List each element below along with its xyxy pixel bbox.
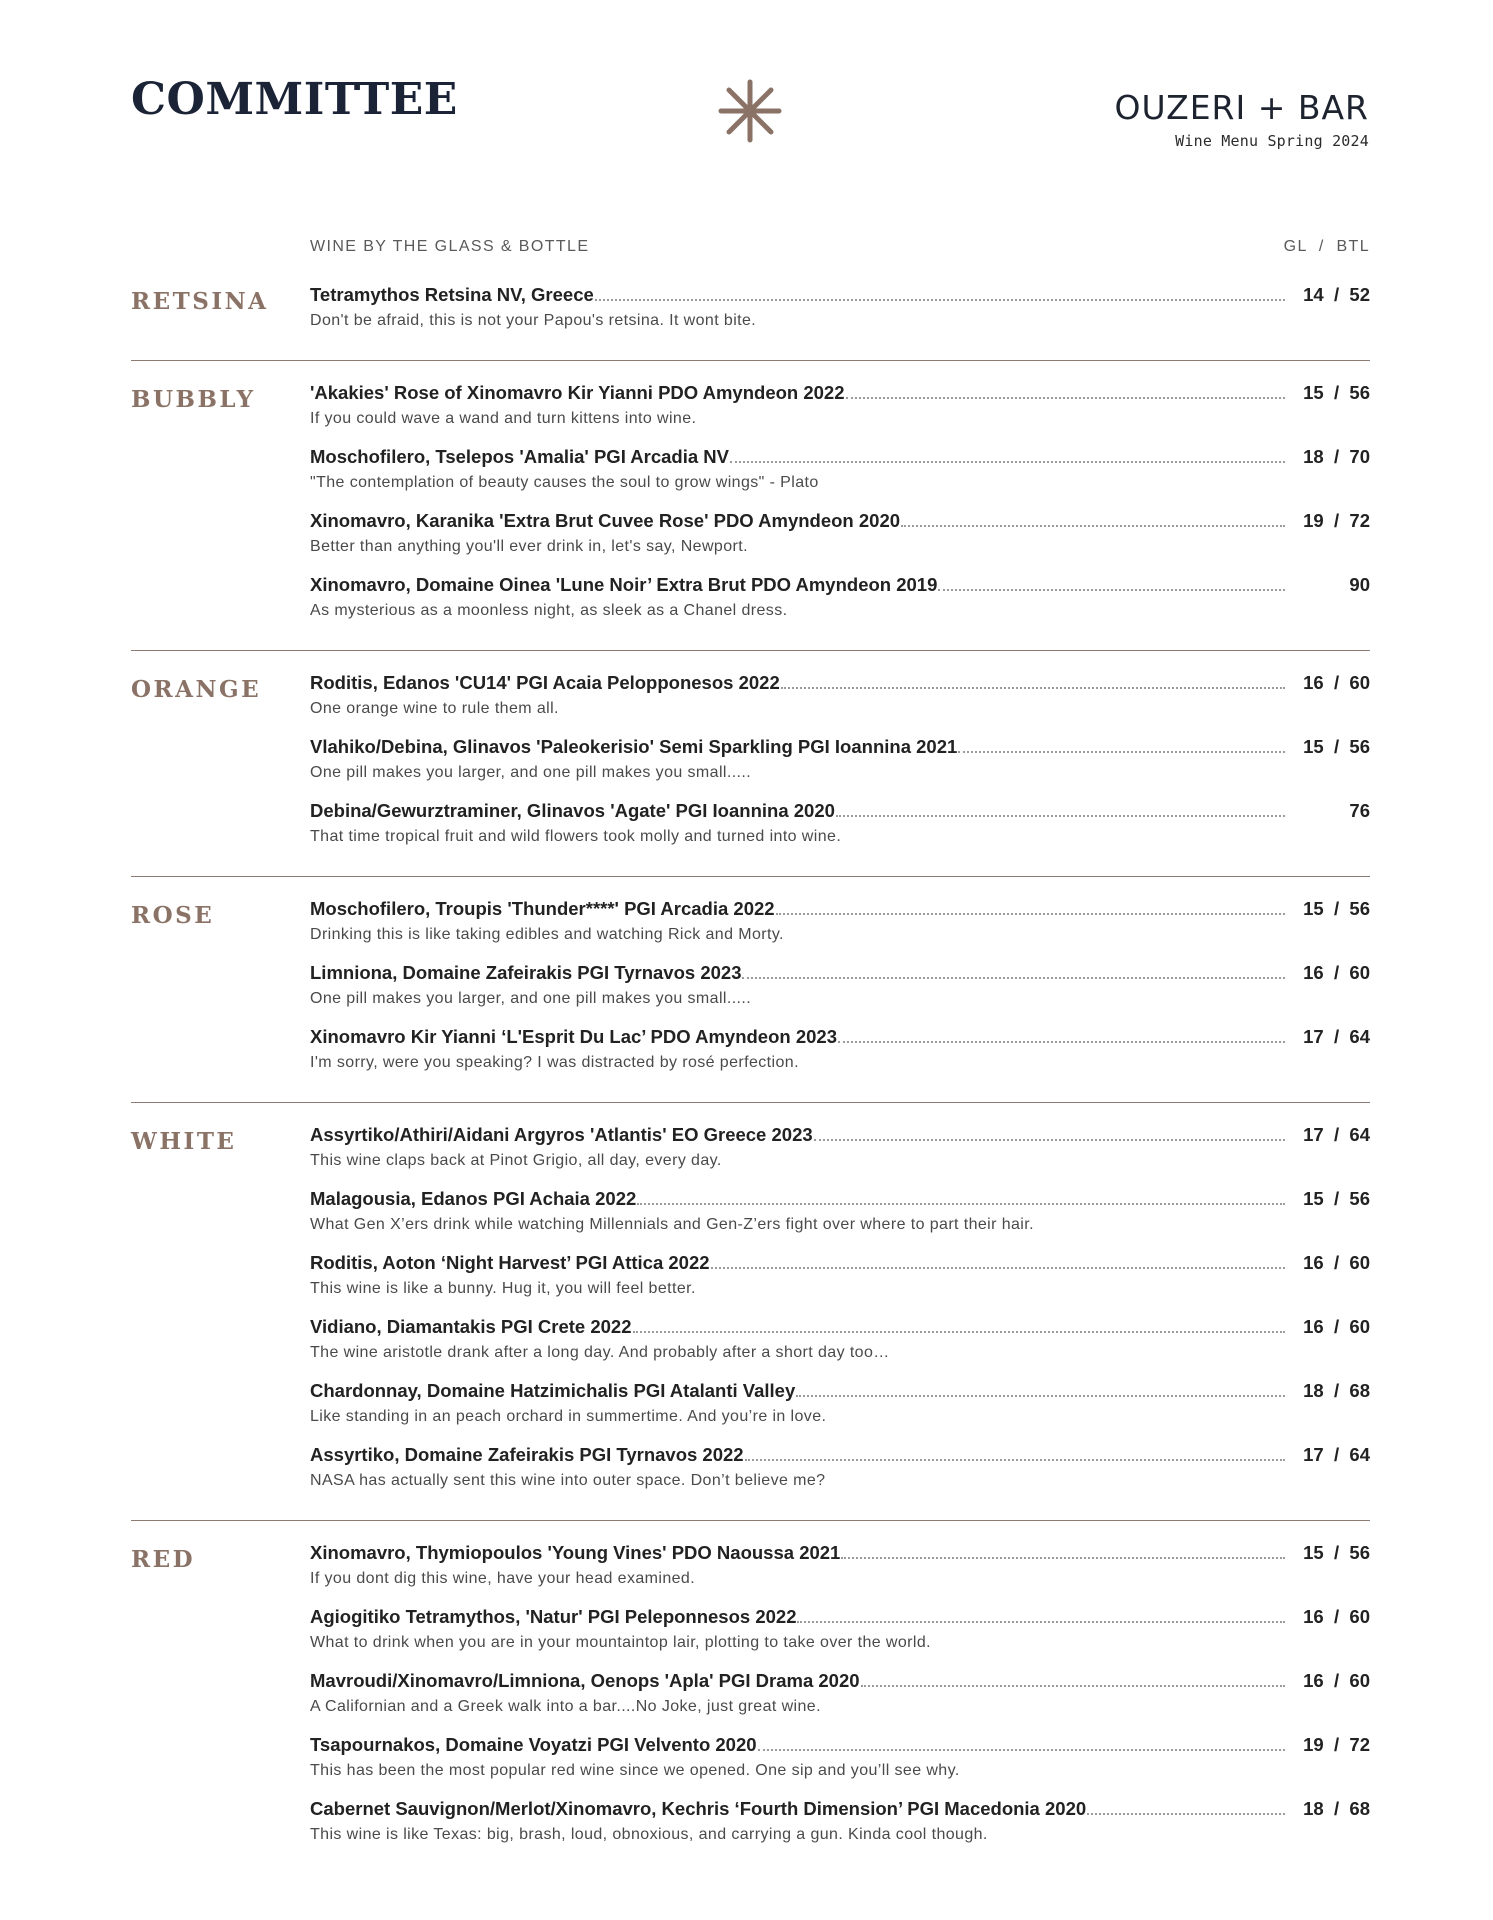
wine-name: Tetramythos Retsina NV, Greece xyxy=(310,284,594,305)
wine-item xyxy=(310,1188,1370,1234)
wine-item-line xyxy=(310,1380,1370,1402)
logo: COMMITTEE xyxy=(131,74,458,125)
wine-price: 17 / 64 xyxy=(1303,1026,1370,1047)
wine-price: 16 / 60 xyxy=(1303,1606,1370,1627)
wine-item-line xyxy=(310,672,1370,694)
wine-description: I'm sorry, were you speaking? I was distracted by rosé perfection. xyxy=(310,1054,799,1071)
asterisk-icon xyxy=(718,79,782,143)
wine-description: What to drink when you are in your mountaintop lair, plotting to take over the world. xyxy=(310,1634,931,1651)
wine-item xyxy=(310,1542,1370,1588)
wine-name: Assyrtiko, Domaine Zafeirakis PGI Tyrnavos 2022 xyxy=(310,1444,744,1465)
wine-item-line xyxy=(310,1444,1370,1466)
wine-item xyxy=(310,1798,1370,1844)
dot-leader xyxy=(742,977,1285,979)
wine-item xyxy=(310,1734,1370,1780)
wine-item xyxy=(310,962,1370,1008)
wine-item xyxy=(310,672,1370,718)
wine-price: 16 / 60 xyxy=(1303,1316,1370,1337)
section-items xyxy=(310,1124,1370,1508)
wine-description: Better than anything you'll ever drink in, let's say, Newport. xyxy=(310,538,748,555)
header-right xyxy=(1115,90,1369,150)
dot-leader xyxy=(745,1459,1285,1461)
section-items xyxy=(310,898,1370,1090)
wine-section-white xyxy=(131,1102,1370,1520)
wine-item xyxy=(310,510,1370,556)
wine-price: 90 xyxy=(1349,574,1370,595)
wine-item-line xyxy=(310,898,1370,920)
dot-leader xyxy=(781,687,1285,689)
wine-sections xyxy=(131,280,1370,1874)
wine-price: 16 / 60 xyxy=(1303,672,1370,693)
wine-item xyxy=(310,1316,1370,1362)
wine-item-line xyxy=(310,962,1370,984)
wine-item-line xyxy=(310,446,1370,468)
wine-item-line xyxy=(310,382,1370,404)
wine-description: Don't be afraid, this is not your Papou's retsina. It wont bite. xyxy=(310,312,757,329)
wine-price: 17 / 64 xyxy=(1303,1444,1370,1465)
wine-name: Chardonnay, Domaine Hatzimichalis PGI Atalanti Valley xyxy=(310,1380,796,1401)
wine-item-line xyxy=(310,800,1370,822)
wine-name: Xinomavro, Karanika 'Extra Brut Cuvee Rose' PDO Amyndeon 2020 xyxy=(310,510,901,531)
wine-item-line xyxy=(310,1798,1370,1820)
wine-item-line xyxy=(310,1124,1370,1146)
wine-name: Moschofilero, Troupis 'Thunder****' PGI Arcadia 2022 xyxy=(310,898,775,919)
wine-item xyxy=(310,382,1370,428)
wine-name: Mavroudi/Xinomavro/Limniona, Oenops 'Apla' PGI Drama 2020 xyxy=(310,1670,860,1691)
wine-price: 15 / 56 xyxy=(1303,898,1370,919)
dot-leader xyxy=(958,751,1285,753)
wine-description: This has been the most popular red wine since we opened. One sip and you’ll see why. xyxy=(310,1762,960,1779)
wine-item-line xyxy=(310,1670,1370,1692)
dot-leader xyxy=(730,461,1285,463)
wine-item xyxy=(310,800,1370,846)
wine-description: NASA has actually sent this wine into outer space. Don’t believe me? xyxy=(310,1472,826,1489)
wine-description: As mysterious as a moonless night, as sleek as a Chanel dress. xyxy=(310,602,788,619)
wine-name: Assyrtiko/Athiri/Aidani Argyros 'Atlantis' EO Greece 2023 xyxy=(310,1124,813,1145)
wine-description: Drinking this is like taking edibles and watching Rick and Morty. xyxy=(310,926,784,943)
wine-section-rose xyxy=(131,876,1370,1102)
wine-price: 17 / 64 xyxy=(1303,1124,1370,1145)
wine-item xyxy=(310,1026,1370,1072)
wine-item xyxy=(310,1670,1370,1716)
wine-name: Debina/Gewurztraminer, Glinavos 'Agate' PGI Ioannina 2020 xyxy=(310,800,835,821)
wine-price: 15 / 56 xyxy=(1303,1188,1370,1209)
wine-name: Xinomavro, Domaine Oinea 'Lune Noir’ Extra Brut PDO Amyndeon 2019 xyxy=(310,574,938,595)
wine-item xyxy=(310,898,1370,944)
wine-name: Xinomavro, Thymiopoulos 'Young Vines' PDO Naoussa 2021 xyxy=(310,1542,841,1563)
wine-price: 15 / 56 xyxy=(1303,1542,1370,1563)
section-items xyxy=(310,284,1370,348)
wine-name: Roditis, Edanos 'CU14' PGI Acaia Pelopponesos 2022 xyxy=(310,672,780,693)
column-header-left: WINE BY THE GLASS & BOTTLE xyxy=(310,238,590,255)
wine-description: This wine claps back at Pinot Grigio, all day, every day. xyxy=(310,1152,722,1169)
wine-section-orange xyxy=(131,650,1370,876)
section-label: WHITE xyxy=(131,1128,237,1155)
wine-item xyxy=(310,574,1370,620)
wine-section-retsina xyxy=(131,280,1370,360)
venue-name: OUZERI + BAR xyxy=(1114,88,1369,127)
dot-leader xyxy=(633,1331,1286,1333)
dot-leader xyxy=(595,299,1285,301)
wine-price: 18 / 70 xyxy=(1303,446,1370,467)
wine-price: 16 / 60 xyxy=(1303,962,1370,983)
wine-name: Moschofilero, Tselepos 'Amalia' PGI Arcadia NV xyxy=(310,446,729,467)
wine-name: Vidiano, Diamantakis PGI Crete 2022 xyxy=(310,1316,632,1337)
wine-price: 19 / 72 xyxy=(1303,510,1370,531)
wine-name: Xinomavro Kir Yianni ‘L'Esprit Du Lac’ PDO Amyndeon 2023 xyxy=(310,1026,837,1047)
wine-description: One pill makes you larger, and one pill makes you small..... xyxy=(310,764,752,781)
wine-description: A Californian and a Greek walk into a bar....No Joke, just great wine. xyxy=(310,1698,821,1715)
section-items xyxy=(310,672,1370,864)
wine-item-line xyxy=(310,1542,1370,1564)
wine-name: Tsapournakos, Domaine Voyatzi PGI Velvento 2020 xyxy=(310,1734,757,1755)
wine-name: Cabernet Sauvignon/Merlot/Xinomavro, Kechris ‘Fourth Dimension’ PGI Macedonia 2020 xyxy=(310,1798,1087,1819)
dot-leader xyxy=(838,1041,1285,1043)
wine-price: 16 / 60 xyxy=(1303,1670,1370,1691)
wine-description: This wine is like Texas: big, brash, loud, obnoxious, and carrying a gun. Kinda cool though. xyxy=(310,1826,988,1843)
dot-leader xyxy=(814,1139,1285,1141)
wine-description: The wine aristotle drank after a long day. And probably after a short day too… xyxy=(310,1344,890,1361)
dot-leader xyxy=(846,397,1285,399)
wine-item xyxy=(310,1124,1370,1170)
wine-item xyxy=(310,446,1370,492)
dot-leader xyxy=(796,1395,1285,1397)
column-header-right: GL / BTL xyxy=(1283,238,1370,255)
wine-description: One orange wine to rule them all. xyxy=(310,700,559,717)
wine-price: 19 / 72 xyxy=(1303,1734,1370,1755)
wine-description: Like standing in an peach orchard in summertime. And you’re in love. xyxy=(310,1408,827,1425)
column-header xyxy=(310,238,1370,256)
wine-name: Limniona, Domaine Zafeirakis PGI Tyrnavos 2023 xyxy=(310,962,742,983)
wine-price: 14 / 52 xyxy=(1303,284,1370,305)
wine-item-line xyxy=(310,1252,1370,1274)
wine-item xyxy=(310,1444,1370,1490)
wine-name: Agiogitiko Tetramythos, 'Natur' PGI Peleponnesos 2022 xyxy=(310,1606,797,1627)
wine-item xyxy=(310,1380,1370,1426)
wine-item-line xyxy=(310,1316,1370,1338)
dot-leader xyxy=(637,1203,1285,1205)
section-items xyxy=(310,1542,1370,1862)
wine-price: 18 / 68 xyxy=(1303,1380,1370,1401)
wine-description: This wine is like a bunny. Hug it, you will feel better. xyxy=(310,1280,696,1297)
section-items xyxy=(310,382,1370,638)
wine-section-red xyxy=(131,1520,1370,1874)
wine-item-line xyxy=(310,1188,1370,1210)
wine-price: 18 / 68 xyxy=(1303,1798,1370,1819)
wine-description: If you dont dig this wine, have your head examined. xyxy=(310,1570,696,1587)
wine-item-line xyxy=(310,1734,1370,1756)
dot-leader xyxy=(758,1749,1285,1751)
wine-description: What Gen X’ers drink while watching Millennials and Gen-Z’ers fight over where to part their hair. xyxy=(310,1216,1034,1233)
wine-item xyxy=(310,736,1370,782)
wine-item-line xyxy=(310,574,1370,596)
dot-leader xyxy=(861,1685,1285,1687)
wine-item xyxy=(310,1252,1370,1298)
wine-description: "The contemplation of beauty causes the soul to grow wings" - Plato xyxy=(310,474,819,491)
wine-item-line xyxy=(310,1026,1370,1048)
section-label: BUBBLY xyxy=(131,386,256,413)
wine-name: Vlahiko/Debina, Glinavos 'Paleokerisio' Semi Sparkling PGI Ioannina 2021 xyxy=(310,736,958,757)
wine-name: Malagousia, Edanos PGI Achaia 2022 xyxy=(310,1188,637,1209)
section-label: ROSE xyxy=(131,902,215,929)
dot-leader xyxy=(711,1267,1285,1269)
wine-price: 16 / 60 xyxy=(1303,1252,1370,1273)
wine-item-line xyxy=(310,1606,1370,1628)
wine-description: If you could wave a wand and turn kittens into wine. xyxy=(310,410,697,427)
dot-leader xyxy=(938,589,1285,591)
section-label: ORANGE xyxy=(131,676,262,703)
wine-description: That time tropical fruit and wild flowers took molly and turned into wine. xyxy=(310,828,842,845)
wine-item-line xyxy=(310,284,1370,306)
section-label: RETSINA xyxy=(131,288,269,315)
section-label: RED xyxy=(131,1546,196,1573)
wine-item-line xyxy=(310,510,1370,532)
dot-leader xyxy=(841,1557,1285,1559)
wine-name: 'Akakies' Rose of Xinomavro Kir Yianni PDO Amyndeon 2022 xyxy=(310,382,845,403)
wine-price: 76 xyxy=(1349,800,1370,821)
wine-item xyxy=(310,284,1370,330)
dot-leader xyxy=(797,1621,1285,1623)
wine-item xyxy=(310,1606,1370,1652)
wine-name: Roditis, Aoton ‘Night Harvest’ PGI Attica 2022 xyxy=(310,1252,710,1273)
wine-item-line xyxy=(310,736,1370,758)
wine-description: One pill makes you larger, and one pill makes you small..... xyxy=(310,990,752,1007)
dot-leader xyxy=(776,913,1285,915)
wine-price: 15 / 56 xyxy=(1303,736,1370,757)
wine-section-bubbly xyxy=(131,360,1370,650)
dot-leader xyxy=(1087,1813,1285,1815)
dot-leader xyxy=(836,815,1285,817)
menu-subtitle: Wine Menu Spring 2024 xyxy=(1175,132,1369,151)
dot-leader xyxy=(901,525,1285,527)
wine-price: 15 / 56 xyxy=(1303,382,1370,403)
